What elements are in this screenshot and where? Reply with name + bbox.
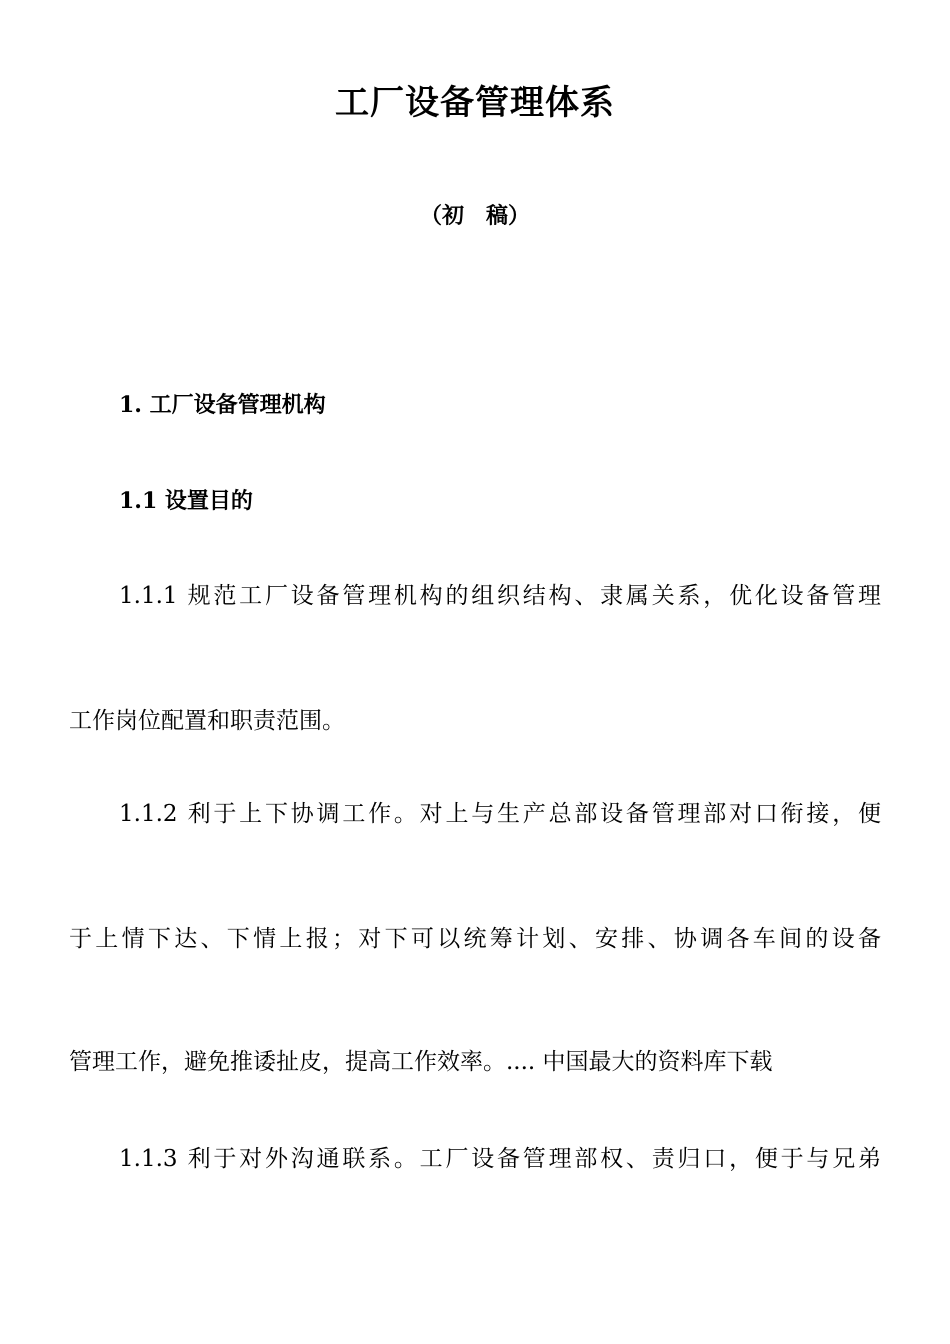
- paragraph-1-1-3-line-1: 1.1.3 利于对外沟通联系。工厂设备管理部权、责归口，便于与兄弟: [119, 1146, 881, 1172]
- document-title: 工厂设备管理体系: [335, 83, 615, 123]
- paragraph-1-1-1-line-2: 工作岗位配置和职责范围。: [69, 708, 345, 734]
- paragraph-1-1-2-line-1: 1.1.2 利于上下协调工作。对上与生产总部设备管理部对口衔接，便: [119, 801, 881, 827]
- paragraph-1-1-2-line-3: 管理工作，避免推诿扯皮，提高工作效率。.... 中国最大的资料库下载: [69, 1049, 773, 1075]
- section-heading-1-1: 1.1 设置目的: [119, 488, 253, 514]
- paragraph-1-1-1-line-1: 1.1.1 规范工厂设备管理机构的组织结构、隶属关系，优化设备管理: [119, 583, 881, 609]
- document-subtitle: （初 稿）: [419, 203, 530, 229]
- section-heading-1: 1. 工厂设备管理机构: [119, 392, 326, 418]
- paragraph-1-1-2-line-2: 于上情下达、下情上报；对下可以统筹计划、安排、协调各车间的设备: [69, 926, 881, 952]
